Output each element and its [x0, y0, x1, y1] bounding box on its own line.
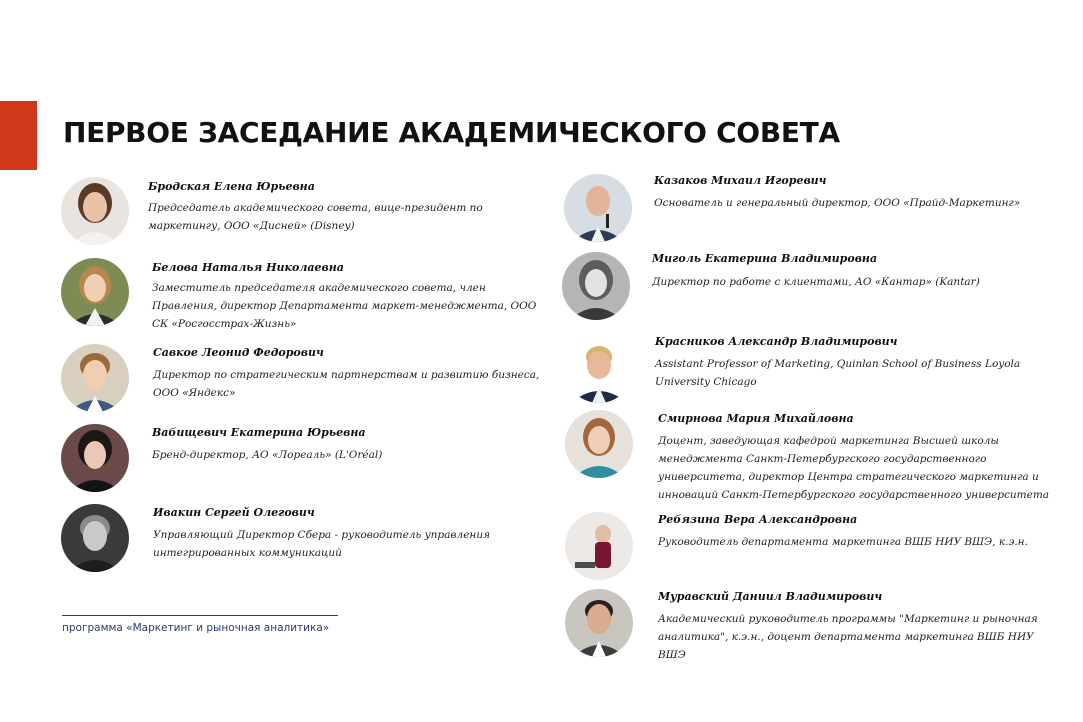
- accent-bar: [0, 101, 37, 170]
- person-photo: [564, 174, 632, 242]
- person-name: Белова Наталья Николаевна: [152, 261, 344, 274]
- person-name: Бродская Елена Юрьевна: [148, 180, 315, 193]
- person-name: Смирнова Мария Михайловна: [658, 412, 854, 425]
- person-role: Академический руководитель программы "Маркетинг и рыночная аналитика", к.э.н., доцент департамента маркетинга ВШБ НИУ ВШЭ: [658, 613, 1038, 661]
- person-name: Ребязина Вера Александровна: [658, 513, 858, 526]
- person-role: Директор по работе с клиентами, АО «Кантар» (Kantar): [652, 276, 980, 288]
- person-photo: [562, 252, 630, 320]
- person-role: Управляющий Директор Сбера - руководитель управления интегрированных коммуникаций: [153, 529, 491, 559]
- person-name: Казаков Михаил Игоревич: [654, 174, 827, 187]
- person-photo: [61, 344, 129, 412]
- person-name: Савкое Леонид Федорович: [153, 346, 324, 359]
- person-name: Красников Александр Владимирович: [655, 335, 898, 348]
- person-photo: [565, 410, 633, 478]
- person-photo: [61, 258, 129, 326]
- person-name: Ивакин Сергей Олегович: [153, 506, 315, 519]
- person-photo: [61, 504, 129, 572]
- person-role: Председатель академического совета, вице-президент по маркетингу, ООО «Дисней» (Disney): [148, 202, 483, 232]
- person-name: Миголь Екатерина Владимировна: [652, 252, 878, 265]
- person-role: Бренд-директор, АО «Лореаль» (L'Oréal): [152, 449, 383, 461]
- person-photo: [61, 424, 129, 492]
- person-role: Директор по стратегическим партнерствам и развитию бизнеса, ООО «Яндекс»: [153, 369, 540, 399]
- person-role: Assistant Professor of Marketing, Quinlan School of Business Loyola University Chicago: [655, 358, 1021, 388]
- program-footer: программа «Маркетинг и рыночная аналитика»: [62, 622, 330, 634]
- page-title: ПЕРВОЕ ЗАСЕДАНИЕ АКАДЕМИЧЕСКОГО СОВЕТА: [63, 116, 840, 149]
- person-role: Заместитель председателя академического совета, член Правления, директор Департамента маркет-менеджмента, ООО СК «Росгосстрах-Жизнь»: [152, 282, 537, 330]
- person-photo: [565, 589, 633, 657]
- person-role: Основатель и генеральный директор, ООО «Прайд-Маркетинг»: [654, 197, 1021, 209]
- person-name: Муравский Даниил Владимирович: [658, 590, 883, 603]
- person-role: Доцент, заведующая кафедрой маркетинга Высшей школы менеджмента Санкт-Петербургского государственного университета, директор Центра стратегического маркетинга и инноваций Санкт-Петербургского государственного университета: [658, 435, 1050, 501]
- person-photo: [565, 512, 633, 580]
- person-photo: [565, 335, 633, 403]
- person-name: Вабищевич Екатерина Юрьевна: [152, 426, 366, 439]
- person-photo: [61, 177, 129, 245]
- footer-divider: [62, 615, 338, 616]
- person-role: Руководитель департамента маркетинга ВШБ НИУ ВШЭ, к.э.н.: [658, 536, 1028, 548]
